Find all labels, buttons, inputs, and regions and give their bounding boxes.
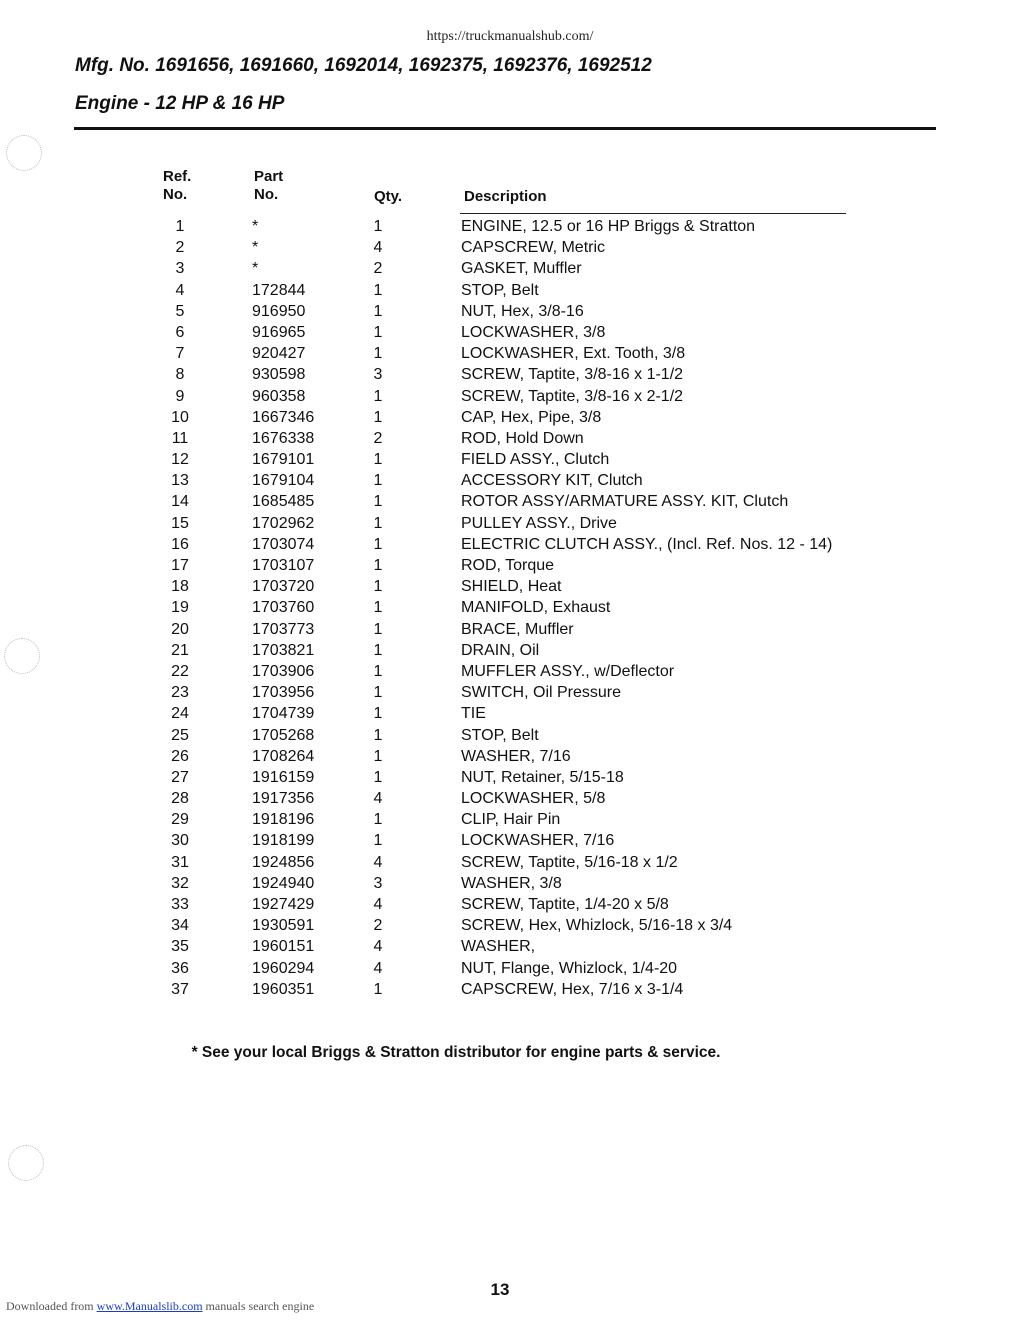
part-no-cell: 920427 [252, 345, 306, 363]
description-cell: CLIP, Hair Pin [461, 811, 561, 829]
description-cell: LOCKWASHER, Ext. Tooth, 3/8 [461, 345, 686, 363]
qty-cell: 1 [373, 302, 383, 320]
table-row [162, 936, 852, 957]
qty-cell: 1 [373, 980, 383, 998]
part-no-cell: * [252, 239, 259, 257]
qty-cell: 1 [373, 684, 383, 702]
ref-cell: 26 [171, 747, 189, 765]
description-cell: SCREW, Taptite, 3/8-16 x 2-1/2 [461, 387, 684, 405]
ref-cell: 35 [171, 938, 189, 956]
qty-cell: 2 [373, 260, 383, 278]
header-ref-no: Ref. No. [163, 168, 192, 203]
description-cell: ACCESSORY KIT, Clutch [461, 472, 643, 490]
page-number: 13 [490, 1280, 510, 1299]
table-row [162, 852, 852, 873]
download-suffix: manuals search engine [202, 1299, 315, 1313]
qty-cell: 4 [373, 853, 383, 871]
part-no-cell: 1703107 [252, 557, 315, 574]
ref-cell: 15 [171, 514, 189, 532]
table-row [162, 216, 852, 237]
description-cell: CAPSCREW, Metric [461, 239, 606, 257]
part-no-cell: 1918196 [252, 811, 315, 829]
table-row [162, 449, 852, 470]
table-row [162, 597, 852, 618]
qty-cell: 4 [373, 896, 383, 913]
qty-cell: 1 [373, 451, 383, 469]
table-row [162, 746, 852, 767]
ref-cell: 33 [171, 896, 189, 913]
header-description: Description [464, 188, 547, 205]
part-no-cell: 1676338 [252, 429, 315, 447]
table-row [162, 576, 852, 597]
qty-cell: 1 [373, 281, 383, 299]
ref-cell: 28 [171, 790, 189, 808]
qty-cell: 4 [373, 790, 383, 808]
description-cell: LOCKWASHER, 5/8 [461, 790, 606, 808]
qty-cell: 1 [373, 218, 383, 235]
table-row [162, 619, 852, 640]
description-cell: STOP, Belt [461, 281, 539, 299]
part-no-cell: 1703074 [252, 535, 315, 553]
table-row [162, 258, 852, 279]
part-no-cell: 1703760 [252, 599, 315, 617]
table-row [162, 513, 852, 534]
ref-cell: 20 [171, 620, 189, 638]
qty-cell: 1 [373, 514, 383, 532]
qty-cell: 4 [373, 938, 383, 956]
part-no-cell: 930598 [252, 366, 306, 384]
ref-cell: 25 [171, 726, 189, 744]
qty-cell: 1 [373, 832, 383, 850]
ref-cell: 32 [171, 874, 189, 892]
punch-hole-mark [8, 1145, 44, 1181]
ref-cell: 22 [171, 662, 189, 680]
description-cell: NUT, Hex, 3/8-16 [461, 302, 584, 320]
qty-cell: 1 [373, 345, 383, 363]
part-no-cell: 1703773 [252, 620, 315, 638]
part-no-cell: 1702962 [252, 514, 315, 532]
description-cell: SCREW, Taptite, 5/16-18 x 1/2 [461, 853, 678, 871]
description-cell: SCREW, Taptite, 3/8-16 x 1-1/2 [461, 366, 684, 384]
qty-cell: 1 [373, 620, 383, 638]
ref-cell: 11 [171, 429, 189, 447]
ref-cell: 17 [171, 557, 189, 574]
punch-hole-mark [6, 135, 42, 171]
table-row [162, 322, 852, 343]
description-cell: WASHER, 3/8 [461, 874, 562, 892]
part-no-cell: 1927429 [252, 896, 315, 913]
qty-cell: 1 [373, 747, 383, 765]
punch-hole-mark [4, 638, 40, 674]
description-cell: ROD, Torque [461, 557, 555, 574]
table-row [162, 407, 852, 428]
description-cell: ELECTRIC CLUTCH ASSY., (Incl. Ref. Nos. 12 - 14) [461, 535, 833, 553]
qty-cell: 1 [373, 408, 383, 426]
ref-cell: 8 [175, 366, 185, 384]
ref-cell: 10 [171, 408, 189, 426]
qty-cell: 4 [373, 239, 383, 257]
qty-cell: 1 [373, 726, 383, 744]
part-no-cell: 1924856 [252, 853, 315, 871]
qty-cell: 1 [373, 662, 383, 680]
header-qty: Qty. [374, 188, 403, 205]
ref-cell: 7 [175, 345, 185, 363]
header-underline [460, 213, 846, 214]
parts-table [162, 168, 852, 1000]
table-row [162, 979, 852, 1000]
table-row [162, 894, 852, 915]
table-row [162, 555, 852, 576]
table-row [162, 280, 852, 301]
qty-cell: 1 [373, 323, 383, 341]
ref-cell: 16 [171, 535, 189, 553]
part-no-cell: 916965 [252, 323, 306, 341]
ref-cell: 29 [171, 811, 189, 829]
description-cell: ROTOR ASSY/ARMATURE ASSY. KIT, Clutch [461, 493, 789, 511]
part-no-cell: 1685485 [252, 493, 315, 511]
qty-cell: 1 [373, 641, 383, 659]
table-row [162, 428, 852, 449]
ref-cell: 34 [171, 917, 189, 935]
table-row [162, 301, 852, 322]
header-part-no: Part No. [254, 168, 284, 203]
description-cell: SCREW, Hex, Whizlock, 5/16-18 x 3/4 [461, 917, 733, 935]
description-cell: FIELD ASSY., Clutch [461, 451, 610, 469]
qty-cell: 3 [373, 874, 383, 892]
part-no-cell: 916950 [252, 302, 306, 320]
mfg-number-title: Mfg. No. 1691656, 1691660, 1692014, 1692375, 1692376, 1692512 [75, 55, 652, 76]
part-no-cell: * [252, 260, 259, 278]
table-row [162, 491, 852, 512]
qty-cell: 1 [373, 811, 383, 829]
table-row [162, 343, 852, 364]
table-row [162, 873, 852, 894]
part-no-cell: * [252, 218, 259, 235]
part-no-cell: 1703956 [252, 684, 315, 702]
qty-cell: 1 [373, 472, 383, 490]
qty-cell: 1 [373, 599, 383, 617]
part-no-cell: 1708264 [252, 747, 315, 765]
table-row [162, 788, 852, 809]
ref-cell: 30 [171, 832, 189, 850]
description-cell: NUT, Retainer, 5/15-18 [461, 768, 624, 786]
part-no-cell: 960358 [252, 387, 306, 405]
part-no-cell: 1703906 [252, 662, 315, 680]
description-cell: DRAIN, Oil [461, 641, 540, 659]
description-cell: MANIFOLD, Exhaust [461, 599, 611, 617]
part-no-cell: 1960151 [252, 938, 315, 956]
description-cell: WASHER, [461, 938, 536, 956]
part-no-cell: 172844 [252, 281, 306, 299]
source-url[interactable]: https://truckmanualshub.com/ [426, 29, 594, 44]
ref-cell: 27 [171, 768, 189, 786]
ref-cell: 31 [171, 853, 189, 871]
table-header [162, 168, 852, 216]
qty-cell: 1 [373, 493, 383, 511]
part-no-cell: 1916159 [252, 768, 315, 786]
ref-cell: 2 [175, 239, 185, 257]
description-cell: BRACE, Muffler [461, 620, 574, 638]
part-no-cell: 1679101 [252, 451, 315, 469]
part-no-cell: 1930591 [252, 917, 315, 935]
qty-cell: 4 [373, 959, 383, 977]
ref-cell: 24 [171, 705, 189, 723]
ref-cell: 5 [175, 302, 185, 320]
table-row [162, 640, 852, 661]
description-cell: TIE [461, 705, 486, 723]
table-row [162, 809, 852, 830]
part-no-cell: 1924940 [252, 874, 315, 892]
ref-cell: 23 [171, 684, 189, 702]
part-no-cell: 1960294 [252, 959, 315, 977]
part-no-cell: 1679104 [252, 472, 315, 490]
table-row [162, 364, 852, 385]
qty-cell: 3 [373, 366, 383, 384]
part-no-cell: 1917356 [252, 790, 315, 808]
ref-cell: 36 [171, 959, 189, 977]
ref-cell: 3 [175, 260, 185, 278]
part-no-cell: 1703720 [252, 578, 315, 596]
description-cell: SHIELD, Heat [461, 578, 562, 596]
table-row [162, 958, 852, 979]
ref-cell: 19 [171, 599, 189, 617]
table-body [162, 216, 852, 1000]
part-no-cell: 1918199 [252, 832, 315, 850]
table-row [162, 661, 852, 682]
description-cell: PULLEY ASSY., Drive [461, 514, 617, 532]
qty-cell: 1 [373, 578, 383, 596]
download-prefix: Downloaded from [6, 1299, 97, 1313]
manualslib-link[interactable]: www.Manualslib.com [96, 1299, 203, 1313]
qty-cell: 1 [373, 557, 383, 574]
table-row [162, 682, 852, 703]
qty-cell: 1 [373, 768, 383, 786]
table-row [162, 830, 852, 851]
table-row [162, 237, 852, 258]
description-cell: STOP, Belt [461, 726, 539, 744]
footnote: * See your local Briggs & Stratton distributor for engine parts & service. [191, 1044, 721, 1061]
ref-cell: 1 [175, 218, 185, 235]
description-cell: CAPSCREW, Hex, 7/16 x 3-1/4 [461, 980, 684, 998]
title-divider [74, 127, 936, 130]
ref-cell: 4 [175, 281, 185, 299]
ref-cell: 14 [171, 493, 189, 511]
part-no-cell: 1960351 [252, 980, 315, 998]
part-no-cell: 1704739 [252, 705, 315, 723]
qty-cell: 1 [373, 705, 383, 723]
description-cell: LOCKWASHER, 3/8 [461, 323, 606, 341]
table-row [162, 534, 852, 555]
ref-cell: 13 [171, 472, 189, 490]
table-row [162, 386, 852, 407]
description-cell: NUT, Flange, Whizlock, 1/4-20 [461, 959, 678, 977]
table-row [162, 767, 852, 788]
ref-cell: 21 [171, 641, 189, 659]
description-cell: ROD, Hold Down [461, 429, 584, 447]
description-cell: SWITCH, Oil Pressure [461, 684, 622, 702]
table-row [162, 470, 852, 491]
ref-cell: 12 [171, 451, 189, 469]
description-cell: LOCKWASHER, 7/16 [461, 832, 615, 850]
qty-cell: 2 [373, 429, 383, 447]
section-title: Engine - 12 HP & 16 HP [75, 93, 285, 114]
ref-cell: 37 [171, 980, 189, 998]
qty-cell: 1 [373, 535, 383, 553]
qty-cell: 2 [373, 917, 383, 935]
part-no-cell: 1705268 [252, 726, 315, 744]
table-row [162, 703, 852, 724]
description-cell: MUFFLER ASSY., w/Deflector [461, 662, 675, 680]
description-cell: GASKET, Muffler [461, 260, 582, 278]
ref-cell: 6 [175, 323, 185, 341]
table-row [162, 915, 852, 936]
part-no-cell: 1703821 [252, 641, 315, 659]
part-no-cell: 1667346 [252, 408, 315, 426]
download-source-line [6, 1299, 314, 1314]
table-row [162, 725, 852, 746]
description-cell: ENGINE, 12.5 or 16 HP Briggs & Stratton [461, 218, 756, 235]
qty-cell: 1 [373, 387, 383, 405]
ref-cell: 9 [175, 387, 185, 405]
description-cell: WASHER, 7/16 [461, 747, 571, 765]
description-cell: CAP, Hex, Pipe, 3/8 [461, 408, 602, 426]
ref-cell: 18 [171, 578, 189, 596]
description-cell: SCREW, Taptite, 1/4-20 x 5/8 [461, 896, 669, 913]
